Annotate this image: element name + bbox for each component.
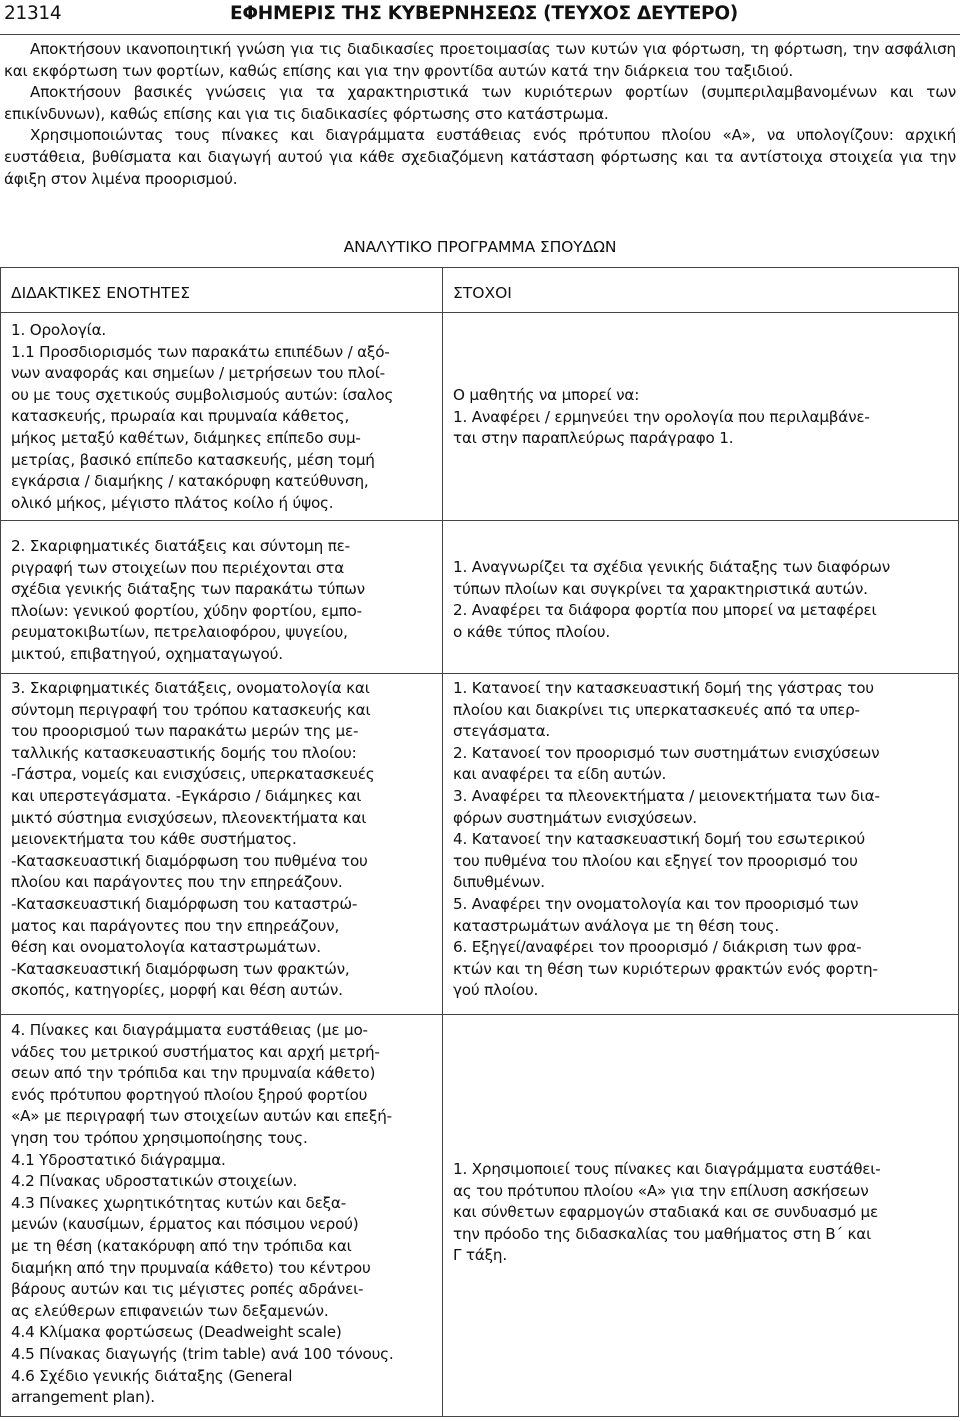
header-objectives: ΣΤΟΧΟΙ: [453, 284, 512, 302]
unit-3-objectives: 1. Κατανοεί την κατασκευαστική δομή της γάστρας του πλοίου και διακρίνει τις υπερκατασκευές από τα υπερ- στεγάσματα. 2. Κατανοεί τον προορισμό των συστημάτων ενισχύσεων και αναφέρει τα είδη αυτών. 3. Αναφέρει τα πλεονεκτήματα / μειονεκτήματα των δια- φόρων συστημάτων ενισχύσεων. 4. Κατανοεί την κατασκευαστική δομή του εσωτερικού του πυθμένα του πλοίου και εξηγεί τον προορισμό του διπυθμένων. 5. Αναφέρει την ονοματολογία και τον προορισμό των καταστρωμάτων ανάλογα με τη θέση τους. 6. Εξηγεί/αναφέρει τον προορισμό / διάκριση των φρα- κτών και τη θέση των κυριότερων φρακτών ενός φορτη- γού πλοίου.: [453, 679, 880, 1000]
intro-paragraph: Αποκτήσουν ικανοποιητική γνώση για τις διαδικασίες προετοιμασίας των κυτών για φόρτωση, τη φόρτωση, την ασφάλιση και εκφόρτωση των φορτίων, καθώς επίσης και για την φροντίδα αυτών κατά την διάρκεια του ταξιδιού.: [4, 40, 956, 80]
column-divider: [442, 268, 443, 1416]
intro-paragraph: Αποκτήσουν βασικές γνώσεις για τα χαρακτηριστικά των κυριότερων φορτίων (συμπεριλαμβανομένων και των επικίνδυνων), καθώς επίσης και για τις διαδικασίες φόρτωσης στο κατάστρωμα.: [4, 83, 956, 123]
page-header: [0, 0, 960, 35]
header-divider: [1, 312, 958, 313]
row-divider: [1, 1014, 958, 1015]
gazette-title: ΕΦΗΜΕΡΙΣ ΤΗΣ ΚΥΒΕΡΝΗΣΕΩΣ (ΤΕΥΧΟΣ ΔΕΥΤΕΡΟ): [230, 3, 738, 24]
header-teaching-units: ΔΙΔΑΚΤΙΚΕΣ ΕΝΟΤΗΤΕΣ: [11, 284, 191, 302]
intro-paragraph: Χρησιμοποιώντας τους πίνακες και διαγράμματα ευστάθειας ενός πρότυπου πλοίου «Α», να υπολογίζουν: αρχική ευστάθεια, βυθίσματα και διαγωγή αυτού για κάθε σχεδιαζόμενη κατάσταση φόρτωσης και τα αντίστοιχα στοιχεία για την άφιξη στον λιμένα προορισμού.: [4, 126, 956, 188]
row-divider: [1, 520, 958, 521]
unit-1-objectives: Ο μαθητής να μπορεί να: 1. Αναφέρει / ερμηνεύει την ορολογία που περιλαμβάνε- ται στην παραπλεύρως παράγραφο 1.: [453, 386, 870, 448]
unit-2-content: 2. Σκαριφηματικές διατάξεις και σύντομη πε- ριγραφή των στοιχείων που περιέχονται στα σχέδια γενικής διάταξης των παρακάτω τύπων πλοίων: γενικού φορτίου, χύδην φορτίου, εμπο- ρευματοκιβωτίων, πετρελαιοφόρου, ψυγείου, μικτού, επιβατηγού, οχηματαγωγού.: [11, 537, 365, 663]
unit-1-content: 1. Ορολογία. 1.1 Προσδιορισμός των παρακάτω επιπέδων / αξό- νων αναφοράς και σημείων / μετρήσεων του πλοί- ου με τους σχετικούς συμβολισμούς αυτών: ίσαλος κατασκευής, πρωραία και πρυμναία κάθετος, μήκος μεταξύ καθέτων, διάμηκες επίπεδο συμ- μετρίας, βασικό επίπεδο κατασκευής, μέση τομή εγκάρσια / διαμήκης / κατακόρυφη κατεύθυνση, ολικό μήκος, μέγιστο πλάτος κοίλο ή ύψος.: [11, 321, 394, 512]
unit-4-content: 4. Πίνακες και διαγράμματα ευστάθειας (με μο- νάδες του μετρικού συστήματος και αρχή μετρή- σεων από την τρόπιδα και την πρυμναία κάθετο) ενός πρότυπου φορτηγού πλοίου ξηρού φορτίου «Α» με περιγραφή των στοιχείων αυτών και επεξή- γηση του τρόπου χρησιμοποίησης τους. 4.1 Υδροστατικό διάγραμμα. 4.2 Πίνακας υδροστατικών στοιχείων. 4.3 Πίνακες χωρητικότητας κυτών και δεξα- μενών (καυσίμων, έρματος και πόσιμου νερού) με τη θέση (κατακόρυφη από την τρόπιδα και διαμήκη από την πρυμναία κάθετο) του κέντρου βάρους αυτών και τις μέγιστες ροπές αδράνει- ας ελεύθερων επιφανειών των δεξαμενών. 4.4 Κλίμακα φορτώσεως (Deadweight scale) 4.5 Πίνακας διαγωγής (trim table) ανά 100 τόνους. 4.6 Σχέδιο γενικής διάταξης (General arrangement plan).: [11, 1021, 394, 1407]
row-divider: [1, 673, 958, 674]
page-number: 21314: [4, 3, 62, 24]
curriculum-table: [0, 267, 959, 1417]
unit-4-objectives: 1. Χρησιμοποιεί τους πίνακες και διαγράμματα ευστάθει- ας του πρότυπου πλοίου «Α» για την επίλυση ασκήσεων και σύνθετων εφαρμογών σταδιακά και σε συνδυασμό με την πρόοδο της διδασκαλίας του μαθήματος στη Β΄ και Γ τάξη.: [453, 1160, 881, 1265]
intro-text: [4, 39, 956, 190]
unit-2-objectives: 1. Αναγνωρίζει τα σχέδια γενικής διάταξης των διαφόρων τύπων πλοίων και συγκρίνει τα χαρακτηριστικά αυτών. 2. Αναφέρει τα διάφορα φορτία που μπορεί να μεταφέρει ο κάθε τύπος πλοίου.: [453, 558, 891, 641]
program-title: ΑΝΑΛΥΤΙΚΟ ΠΡΟΓΡΑΜΜΑ ΣΠΟΥΔΩΝ: [343, 238, 617, 256]
unit-3-content: 3. Σκαριφηματικές διατάξεις, ονοματολογία και σύντομη περιγραφή του τρόπου κατασκευής και του προορισμού των παρακάτω μερών της με- ταλλικής κατασκευαστικής δομής του πλοίου: -Γάστρα, νομείς και ενισχύσεις, υπερκατασκευές και υπερστεγάσματα. -Εγκάρσιο / διάμηκες και μικτό σύστημα ενισχύσεων, πλεονεκτήματα και μειονεκτήματα του κάθε συστήματος. -Κατασκευαστική διαμόρφωση του πυθμένα του πλοίου και παράγοντες που την επηρεάζουν. -Κατασκευαστική διαμόρφωση του καταστρώ- ματος και παράγοντες που την επηρεάζουν, θέση και ονοματολογία καταστρωμάτων. -Κατασκευαστική διαμόρφωση των φρακτών, σκοπός, κατηγορίες, μορφή και θέση αυτών.: [11, 679, 375, 1000]
